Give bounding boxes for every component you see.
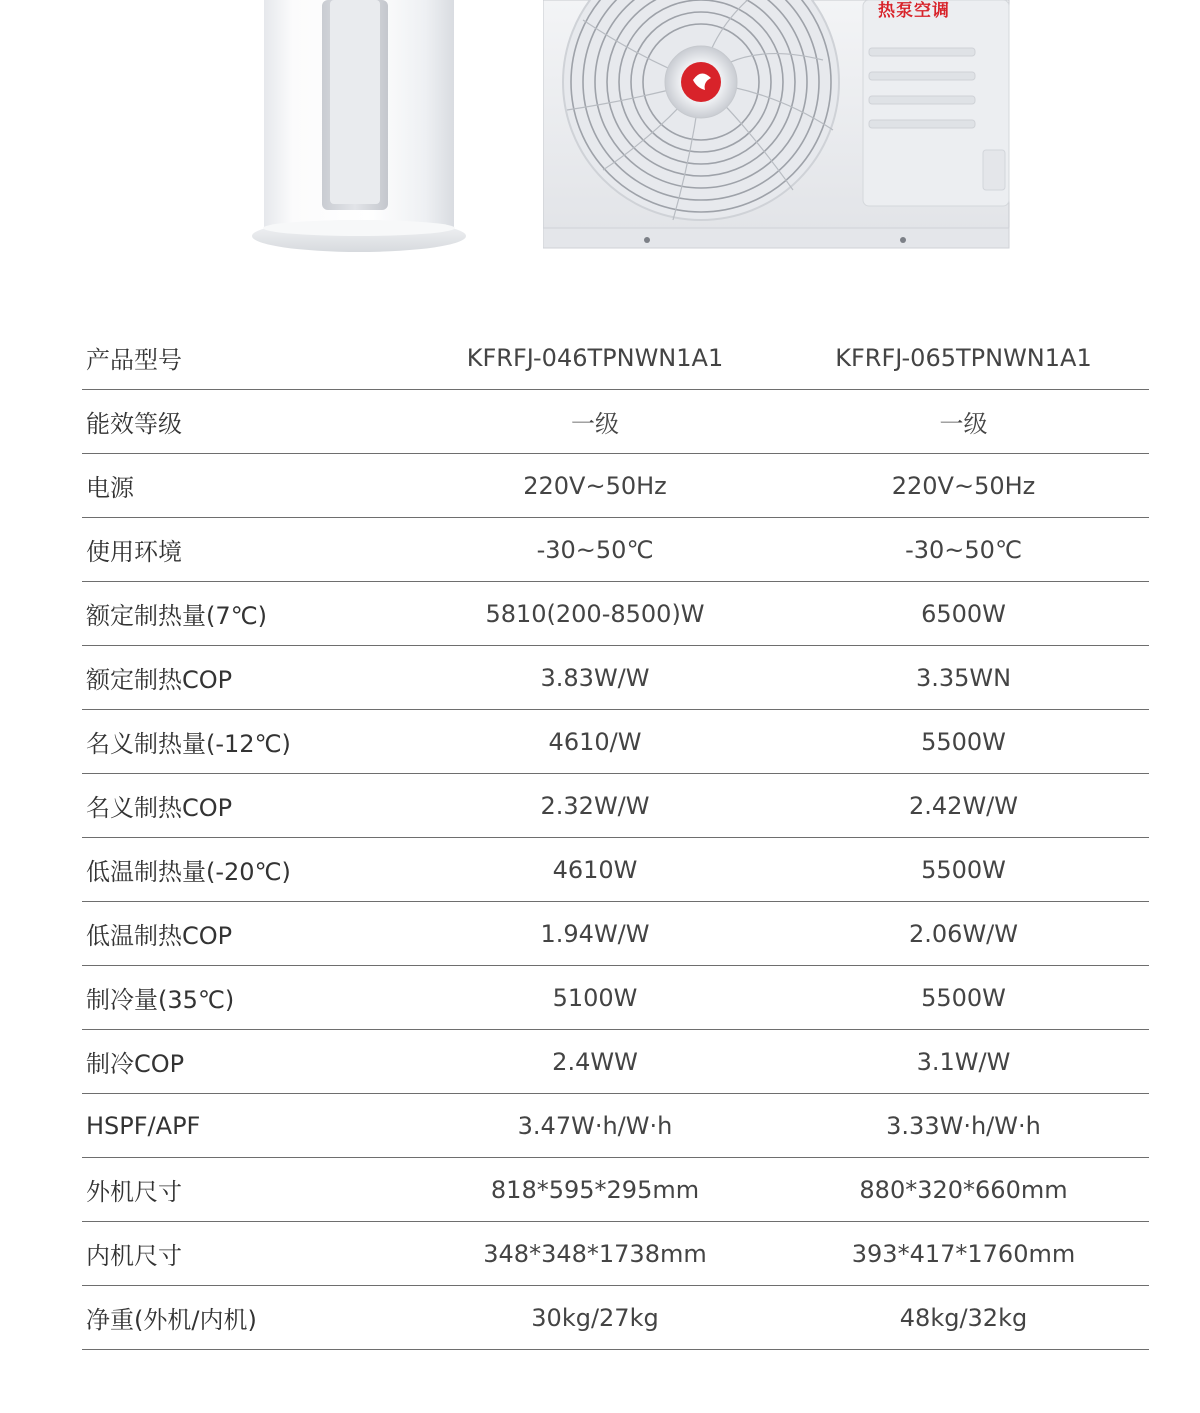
- row-label: 低温制热量(-20℃): [86, 858, 291, 886]
- table-row: [82, 838, 1149, 902]
- row-label: 名义制热COP: [86, 794, 233, 822]
- model-a-value: 220V~50Hz: [523, 471, 667, 500]
- model-a-value: 818*595*295mm: [490, 1175, 700, 1204]
- model-a-value: 1.94W/W: [540, 919, 650, 948]
- model-a-value: 4610W: [552, 855, 638, 884]
- row-label: 低温制热COP: [86, 922, 233, 950]
- model-b-value: 6500W: [921, 599, 1006, 628]
- table-row: [82, 774, 1149, 838]
- model-a-value: 一级: [571, 410, 619, 438]
- model-a-value: 30kg/27kg: [531, 1303, 659, 1332]
- model-a-value: 5100W: [552, 983, 638, 1012]
- model-b-value: 一级: [939, 410, 988, 438]
- row-label: 外机尺寸: [86, 1178, 182, 1206]
- model-a-value: 2.4WW: [552, 1047, 638, 1076]
- row-label: 能效等级: [86, 410, 182, 438]
- table-row: [82, 454, 1149, 518]
- table-row: [82, 1222, 1149, 1286]
- model-b-value: 5500W: [921, 983, 1006, 1012]
- row-label: 额定制热COP: [86, 666, 233, 694]
- brand-label: 热泵空调: [878, 1, 950, 21]
- table-row: [82, 326, 1149, 390]
- model-a-value: 2.32W/W: [540, 791, 650, 820]
- row-label: 额定制热量(7℃): [86, 602, 267, 630]
- table-row: [82, 518, 1149, 582]
- table-row: [82, 1158, 1149, 1222]
- model-b-value: 2.42W/W: [909, 791, 1018, 820]
- row-label: 产品型号: [86, 346, 182, 374]
- model-a-value: 3.83W/W: [540, 663, 650, 692]
- model-b-value: 880*320*660mm: [859, 1175, 1068, 1204]
- model-a-value: 348*348*1738mm: [483, 1239, 707, 1268]
- model-a-value: -30~50℃: [536, 535, 654, 564]
- table-row: [82, 710, 1149, 774]
- outdoor-unit-fan-icon: [543, 0, 1011, 250]
- model-b-value: 5500W: [921, 855, 1006, 884]
- model-a-value: 3.47W·h/W·h: [517, 1111, 673, 1140]
- product-image: [0, 0, 1200, 270]
- row-label: HSPF/APF: [86, 1111, 201, 1140]
- model-b-value: 5500W: [921, 727, 1006, 756]
- model-b-value: 393*417*1760mm: [851, 1239, 1076, 1268]
- model-a-value: 5810(200-8500)W: [485, 599, 705, 628]
- model-b-value: KFRFJ-065TPNWN1A1: [835, 343, 1092, 372]
- model-b-value: 3.35WN: [915, 663, 1012, 692]
- model-b-value: 3.33W·h/W·h: [886, 1111, 1041, 1140]
- table-row: [82, 1286, 1149, 1350]
- table-row: [82, 646, 1149, 710]
- table-row: [82, 1030, 1149, 1094]
- table-row: [82, 902, 1149, 966]
- model-a-value: 4610/W: [548, 727, 642, 756]
- table-row: [82, 1094, 1149, 1158]
- spec-table: [82, 326, 1149, 1350]
- row-label: 制冷COP: [86, 1050, 185, 1078]
- table-row: [82, 390, 1149, 454]
- row-label: 使用环境: [86, 538, 182, 566]
- row-label: 名义制热量(-12℃): [86, 730, 291, 758]
- model-b-value: -30~50℃: [905, 535, 1022, 564]
- row-label: 电源: [86, 474, 134, 502]
- table-row: [82, 582, 1149, 646]
- model-b-value: 2.06W/W: [909, 919, 1018, 948]
- table-row: [82, 966, 1149, 1030]
- row-label: 内机尺寸: [86, 1242, 182, 1270]
- row-label: 制冷量(35℃): [86, 986, 235, 1014]
- model-b-value: 48kg/32kg: [899, 1303, 1028, 1332]
- model-b-value: 3.1W/W: [916, 1047, 1011, 1076]
- row-label: 净重(外机/内机): [86, 1306, 257, 1334]
- model-a-value: KFRFJ-046TPNWN1A1: [466, 343, 724, 372]
- floor-standing-indoor-unit-icon: [252, 0, 466, 254]
- model-b-value: 220V~50Hz: [891, 471, 1036, 500]
